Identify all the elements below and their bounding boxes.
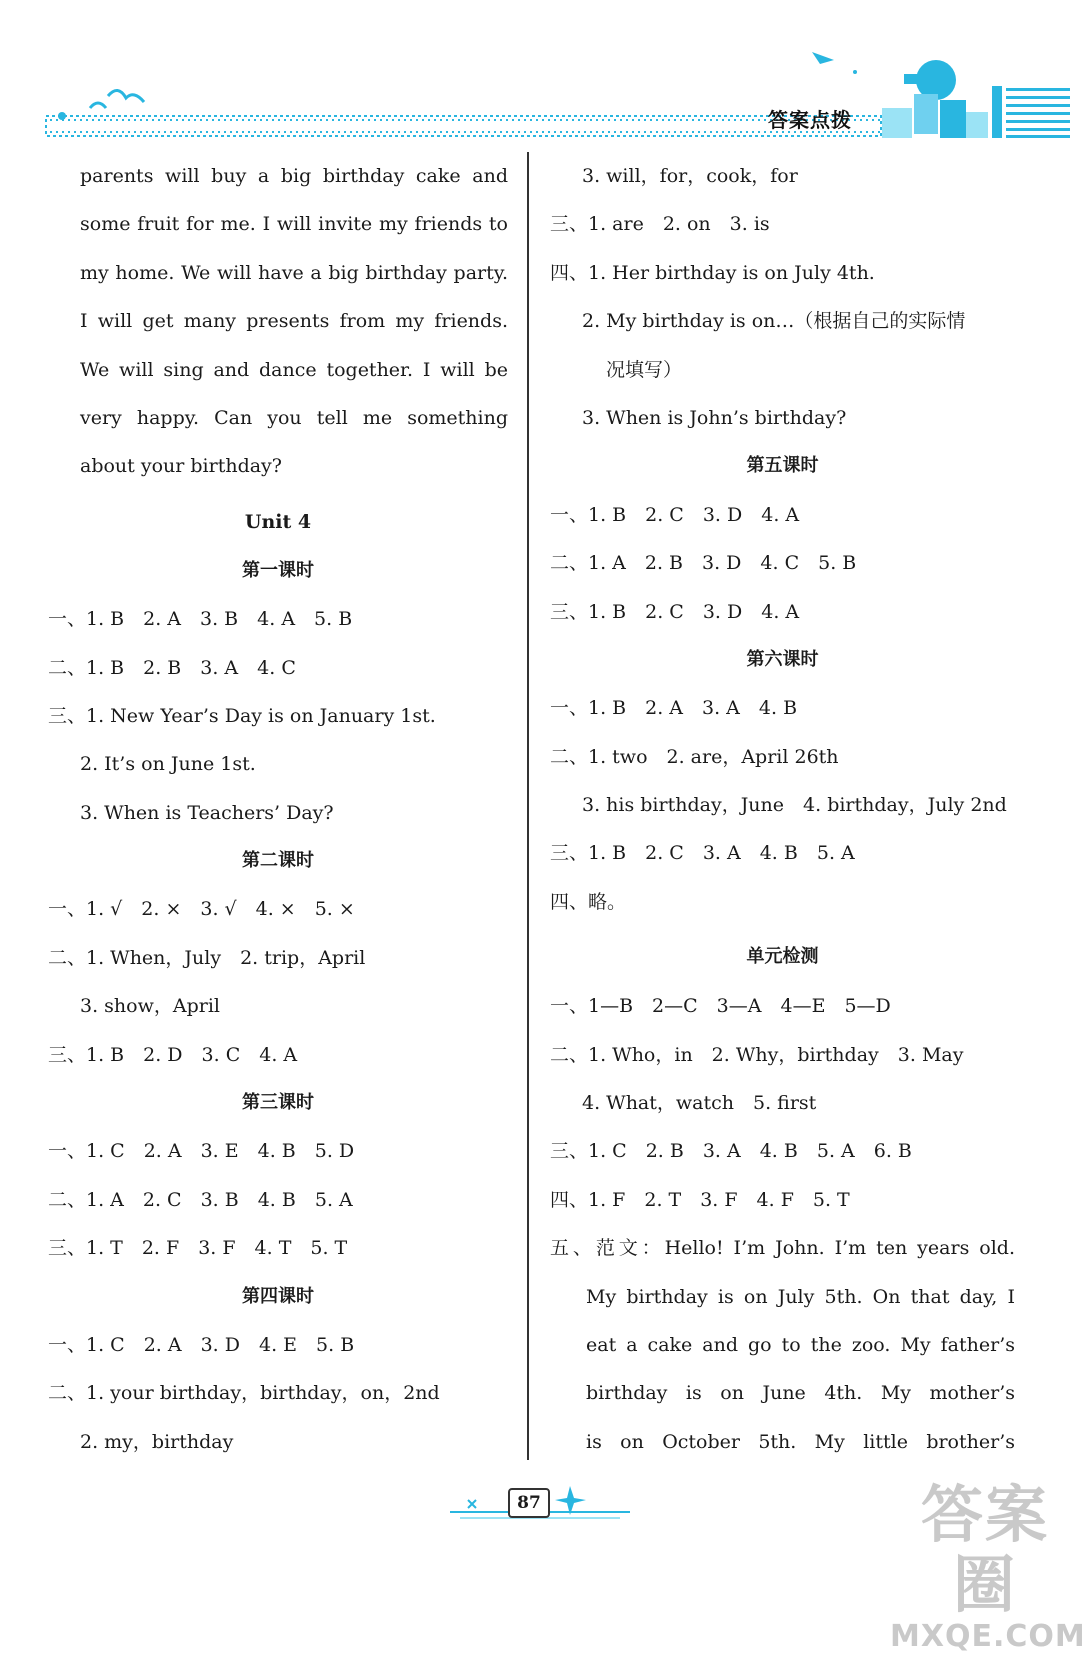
answer-line: 二、1. A 2. B 3. D 4. C 5. B [550,552,857,575]
answer-line: 三、1. C 2. B 3. A 4. B 5. A 6. B [550,1140,912,1163]
essay-line: is on October 5th. My little brother’s [586,1430,1015,1453]
intro-line: my home. We will have a big birthday party. [80,261,508,284]
watermark-url: MXQE.COM [890,1619,1086,1654]
answer-line: 3. will，for，cook，for [582,165,798,187]
header-title: 答案点拨 [768,108,852,132]
answer-line: 3. show，April [80,995,220,1018]
answer-line: 一、1. C 2. A 3. E 4. B 5. D [48,1140,355,1163]
answer-line: 3. When is John’s birthday? [582,406,847,429]
answer-line: 一、1. B 2. C 3. D 4. A [550,503,800,526]
star-icon [555,1486,586,1515]
intro-line: I will get many presents from my friends. [80,310,508,333]
watermark [890,1478,1086,1654]
answer-line: 四、1. F 2. T 3. F 4. F 5. T [550,1188,850,1211]
column-divider [527,152,529,1460]
answer-line: 一、1—B 2—C 3—A 4—E 5—D [550,995,891,1018]
header-stripes [992,86,1070,138]
intro-line: very happy. Can you tell me something [80,406,508,429]
answer-line: 四、1. Her birthday is on July 4th. [550,261,875,284]
lesson-title: 第三课时 [242,1092,314,1114]
lesson-title: 第四课时 [242,1285,314,1307]
answer-line: 二、1. B 2. B 3. A 4. C [48,656,296,679]
page-number: 87 [508,1488,550,1518]
answer-line: 三、1. are 2. on 3. is [550,213,770,236]
answer-line: 况填写） [606,358,683,381]
answer-line: 3. When is Teachers’ Day? [80,801,334,824]
right-column [550,152,1015,1466]
answer-line: 一、1. C 2. A 3. D 4. E 5. B [48,1333,355,1356]
header-decoration [0,0,1092,150]
essay-line: eat a cake and go to the zoo. My father’s [586,1333,1015,1356]
essay-line: My birthday is on July 5th. On that day, I [586,1285,1015,1308]
intro-line: about your birthday? [80,455,282,478]
lesson-title: 第二课时 [242,850,314,872]
answer-line: 2. It’s on June 1st. [80,753,256,776]
answer-line: 一、1. B 2. A 3. B 4. A 5. B [48,608,353,631]
answer-line: 三、1. New Year’s Day is on January 1st. [48,704,436,727]
lesson-title: 第一课时 [242,559,314,581]
page-header [0,0,1092,150]
answer-line: 3. his birthday，June 4. birthday，July 2nd [582,794,1007,817]
left-column [48,152,508,1466]
answer-line: 二、1. your birthday，birthday，on，2nd [48,1382,440,1405]
answer-line: 4. What，watch 5. first [582,1092,817,1115]
lesson-title: 单元检测 [746,946,819,968]
unit-title: Unit 4 [244,510,312,533]
answer-line: 一、1. √ 2. × 3. √ 4. × 5. × [48,898,355,921]
answer-line: 二、1. A 2. C 3. B 4. B 5. A [48,1188,353,1211]
answer-line: 2. my，birthday [80,1430,234,1453]
essay-line: 五、范文：Hello! I’m John. I’m ten years old. [550,1237,1015,1260]
essay-line: birthday is on June 4th. My mother’s [586,1382,1015,1405]
answer-line: 三、1. B 2. C 3. A 4. B 5. A [550,842,855,865]
intro-line: We will sing and dance together. I will be [80,358,508,381]
answer-line: 二、1. two 2. are，April 26th [550,745,839,768]
answer-line: 二、1. Who，in 2. Why，birthday 3. May [550,1043,964,1066]
paper-plane-icon [812,52,834,64]
answer-line: 三、1. T 2. F 3. F 4. T 5. T [48,1237,348,1260]
answer-line: 二、1. When，July 2. trip，April [48,946,366,969]
lesson-title: 第六课时 [746,648,819,670]
answer-line: 三、1. B 2. D 3. C 4. A [48,1043,298,1066]
answer-line: 四、略。 [550,890,627,913]
intro-line: some fruit for me. I will invite my friends to [80,213,508,236]
answer-line: 一、1. B 2. A 3. A 4. B [550,697,798,720]
bird-icon [90,90,144,108]
intro-line: parents will buy a big birthday cake and [80,165,508,187]
boy-with-telescope-icon [882,60,988,138]
lesson-title: 第五课时 [746,455,819,477]
answer-line: 三、1. B 2. C 3. D 4. A [550,600,800,623]
sparkle-icon [468,1500,476,1508]
watermark-logo: 答案圈 [920,1478,1049,1621]
answer-line: 2. My birthday is on…（根据自己的实际情 [582,310,966,333]
